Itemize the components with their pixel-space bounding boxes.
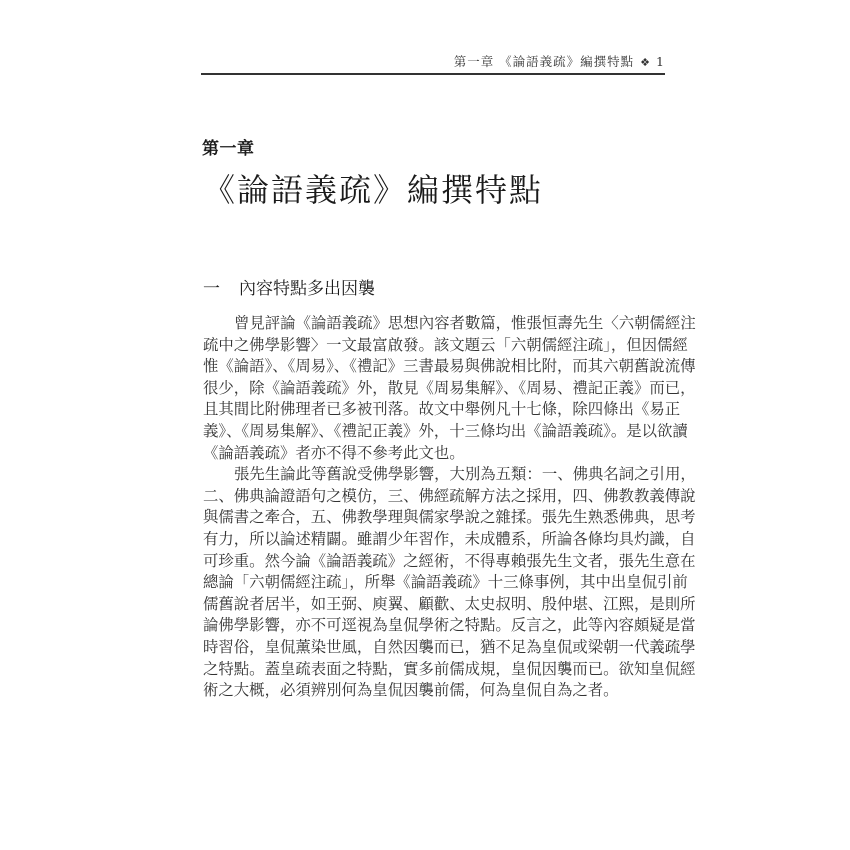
- chapter-label: 第一章: [202, 139, 255, 159]
- text-line: 論佛學影響，亦不可逕視為皇侃學術之特點。反言之，此等內容頗疑是當: [203, 616, 696, 635]
- text-line: 很少，除《論語義疏》外，散見《周易集解》、《周易、禮記正義》而已，: [203, 378, 696, 397]
- text-line: 可珍重。然今論《論語義疏》之經術，不得專賴張先生文者，張先生意在: [203, 551, 696, 570]
- text-line: 二、佛典論證語句之模仿，三、佛經疏解方法之採用，四、佛教教義傳說: [203, 486, 696, 505]
- section-title: 內容特點多出因襲: [239, 279, 375, 299]
- text-line: 有力，所以論述精闢。雖謂少年習作，未成體系，所論各條均具灼識，自: [203, 529, 696, 548]
- page-number: 1: [656, 54, 665, 69]
- text-line: 疏中之佛學影響〉一文最富啟發。該文題云「六朝儒經注疏」，但因儒經: [203, 335, 688, 354]
- text-line: 總論「六朝儒經注疏」，所舉《論語義疏》十三條事例，其中出皇侃引前: [203, 573, 688, 592]
- text-line: 之特點。蓋皇疏表面之特點，實多前儒成規，皇侃因襲而已。欲知皇侃經: [203, 659, 696, 678]
- paragraph: [203, 464, 696, 702]
- text-line: 《論語義疏》者亦不得不參考此文也。: [203, 443, 465, 462]
- text-line: 惟《論語》、《周易》、《禮記》三書最易與佛說相比附，而其六朝舊說流傳: [203, 357, 696, 376]
- ornament-diamond-icon: ❖: [640, 56, 652, 69]
- text-line: 張先生論此等舊說受佛學影響，大別為五類：一、佛典名詞之引用，: [234, 465, 696, 484]
- section-number: 一: [203, 279, 220, 299]
- chapter-title: 《論語義疏》編撰特點: [203, 171, 544, 209]
- header-rule: [201, 73, 665, 75]
- text-line: 與儒書之牽合，五、佛教學理與儒家學說之雜揉。張先生熟悉佛典，思考: [203, 508, 696, 527]
- text-line: 時習俗，皇侃薰染世風，自然因襲而已，猶不足為皇侃或梁朝一代義疏學: [203, 637, 696, 656]
- text-line: 術之大概，必須辨別何為皇侃因襲前儒，何為皇侃自為之者。: [203, 681, 619, 700]
- running-header: [201, 52, 665, 72]
- text-line: 曾見評論《論語義疏》思想內容者數篇，惟張恒壽先生〈六朝儒經注: [234, 314, 696, 332]
- paragraph: [203, 313, 696, 464]
- running-header-title: 第一章 《論語義疏》編撰特點: [453, 54, 635, 69]
- text-line: 儒舊說者居半，如王弼、庾翼、顧歡、太史叔明、殷仲堪、江熙，是則所: [203, 594, 696, 613]
- body-text: [203, 313, 696, 702]
- text-line: 義》、《周易集解》、《禮記正義》外，十三條均出《論語義疏》。是以欲讀: [203, 421, 688, 440]
- text-line: 且其間比附佛理者已多被刊落。故文中舉例凡十七條，除四條出《易正: [203, 400, 681, 419]
- section-heading: [203, 274, 375, 299]
